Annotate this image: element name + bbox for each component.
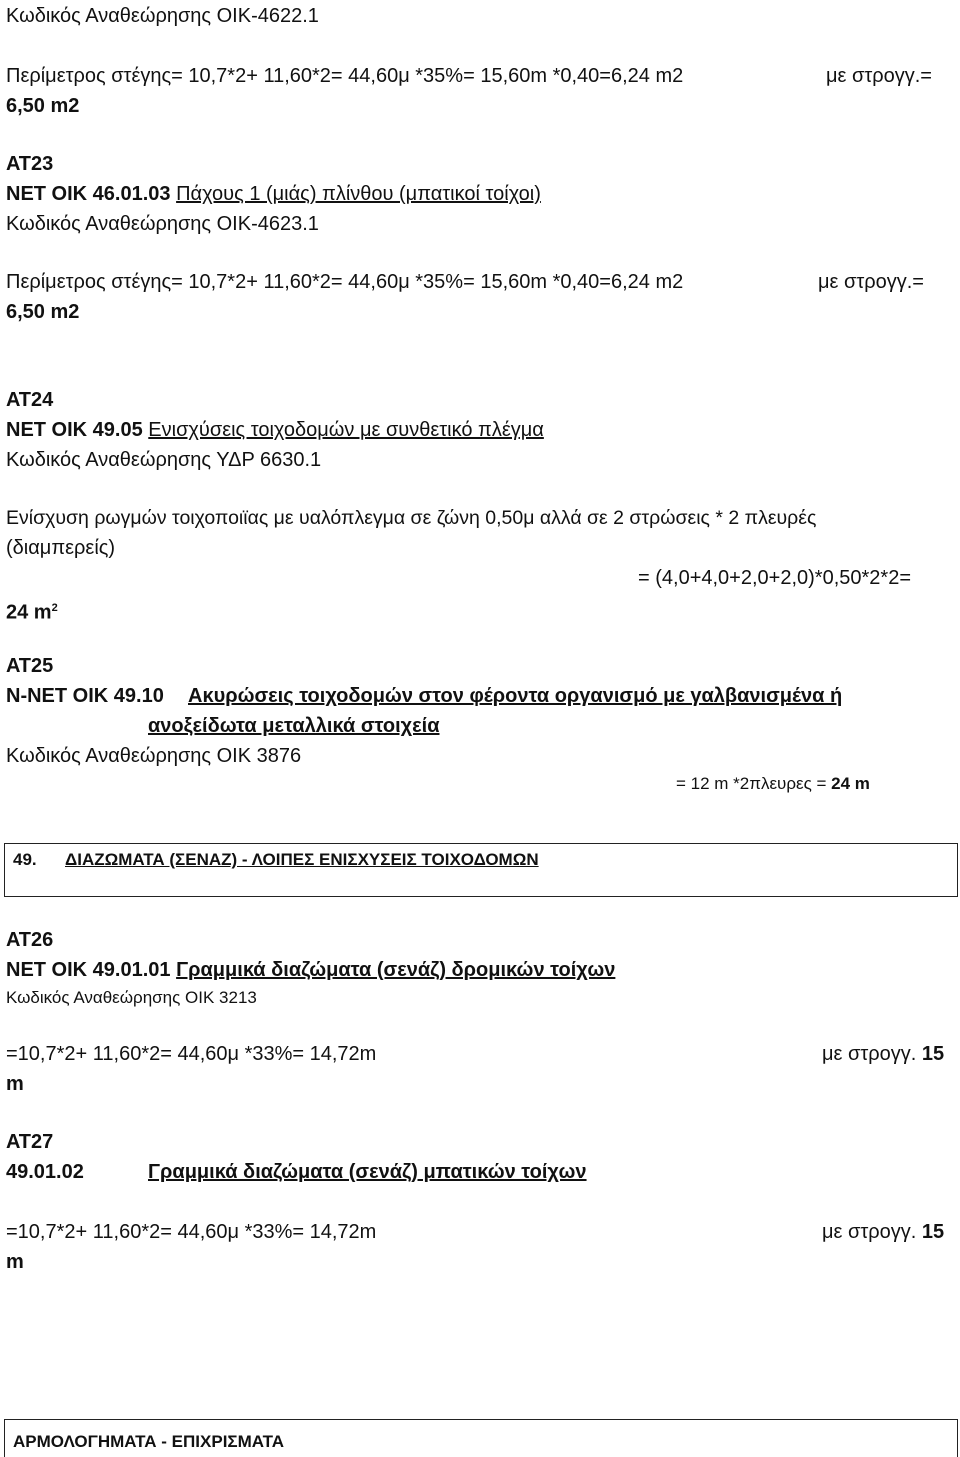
at27-id: ΑΤ27 — [6, 1131, 54, 1153]
at24-result — [6, 596, 58, 625]
at26-round-label: με στρογγ. — [822, 1043, 922, 1065]
at25-code: Κωδικός Αναθεώρησης ΟΙΚ 3876 — [6, 745, 302, 767]
at26-id: ΑΤ26 — [6, 929, 54, 951]
at24-id: ΑΤ24 — [6, 389, 54, 411]
at23-net: ΝΕΤ ΟΙΚ 46.01.03 — [6, 183, 171, 205]
at23-result: 6,50 m2 — [6, 301, 80, 323]
at26-net: ΝΕΤ ΟΙΚ 49.01.01 — [6, 959, 171, 981]
at27-round-value: 15 — [921, 1221, 945, 1243]
at27-title: Γραμμικά διαζώματα (σενάζ) μπατικών τοίχων — [148, 1161, 587, 1183]
at27-round-label: με στρογγ. — [822, 1221, 922, 1243]
footer-title: ΑΡΜΟΛΟΓΗΜΑΤΑ - ΕΠΙΧΡΙΣΜΑΤΑ — [13, 1432, 285, 1451]
at26-code: Κωδικός Αναθεώρησης ΟΙΚ 3213 — [6, 988, 257, 1007]
at26-round-value: 15 — [921, 1043, 945, 1065]
at26-title: Γραμμικά διαζώματα (σενάζ) δρομικών τοίχων — [176, 959, 616, 981]
at23-heading — [6, 182, 541, 206]
s1-code: Κωδικός Αναθεώρησης ΟΙΚ-4622.1 — [6, 5, 319, 27]
at25-title-line2: ανοξείδωτα μεταλλικά στοιχεία — [148, 715, 440, 737]
at27-net: 49.01.02 — [6, 1161, 84, 1183]
at23-code: Κωδικός Αναθεώρησης ΟΙΚ-4623.1 — [6, 213, 319, 235]
section-49-box — [4, 843, 958, 897]
at26-unit: m — [6, 1073, 24, 1095]
at25-net: Ν-ΝΕΤ ΟΙΚ 49.10 — [6, 685, 164, 707]
at24-code: Κωδικός Αναθεώρησης ΥΔΡ 6630.1 — [6, 449, 322, 471]
at23-calc: Περίμετρος στέγης= 10,7*2+ 11,60*2= 44,60μ *35%= 15,60m *0,40=6,24 m2 — [6, 271, 684, 293]
s1-result: 6,50 m2 — [6, 95, 80, 117]
at24-result-value: 24 m — [6, 601, 52, 624]
at25-formula: = 12 m *2πλευρες = — [676, 774, 832, 793]
at24-title: Ενισχύσεις τοιχοδομών με συνθετικό πλέγμα — [148, 419, 544, 441]
at25-title-line1: Ακυρώσεις τοιχοδομών στον φέροντα οργανισμό με γαλβανισμένα ή — [188, 685, 843, 707]
at24-net: ΝΕΤ ΟΙΚ 49.05 — [6, 419, 143, 441]
at23-round-label: με στρογγ.= — [818, 271, 924, 293]
at27-unit: m — [6, 1251, 24, 1273]
at24-heading — [6, 418, 544, 442]
at26-round — [822, 1042, 944, 1066]
at24-result-sup: 2 — [51, 602, 58, 614]
at24-desc-line2: (διαμπερείς) — [6, 537, 116, 559]
at24-desc-line1: Ενίσχυση ρωγμών τοιχοποιϊας με υαλόπλεγμα σε ζώνη 0,50μ αλλά σε 2 στρώσεις * 2 πλευρές — [6, 507, 817, 529]
at24-formula: = (4,0+4,0+2,0+2,0)*0,50*2*2= — [638, 567, 912, 589]
footer-box — [4, 1419, 958, 1457]
at27-round — [822, 1220, 944, 1244]
at25-formula-line — [676, 772, 870, 796]
s1-calc: Περίμετρος στέγης= 10,7*2+ 11,60*2= 44,60μ *35%= 15,60m *0,40=6,24 m2 — [6, 65, 684, 87]
at23-title: Πάχους 1 (μιάς) πλίνθου (μπατικοί τοίχοι) — [176, 183, 541, 205]
at27-calc: =10,7*2+ 11,60*2= 44,60μ *33%= 14,72m — [6, 1221, 377, 1243]
at25-id: ΑΤ25 — [6, 655, 54, 677]
at26-calc: =10,7*2+ 11,60*2= 44,60μ *33%= 14,72m — [6, 1043, 377, 1065]
at23-id: ΑΤ23 — [6, 153, 54, 175]
at25-result: 24 m — [831, 774, 870, 793]
section-49-title: ΔΙΑΖΩΜΑΤΑ (ΣΕΝΑΖ) - ΛΟΙΠΕΣ ΕΝΙΣΧΥΣΕΙΣ ΤΟΙΧΟΔΟΜΩΝ — [65, 850, 539, 869]
s1-round-label: με στρογγ.= — [826, 65, 932, 87]
section-49-number: 49. — [13, 850, 37, 869]
at26-heading — [6, 958, 615, 982]
